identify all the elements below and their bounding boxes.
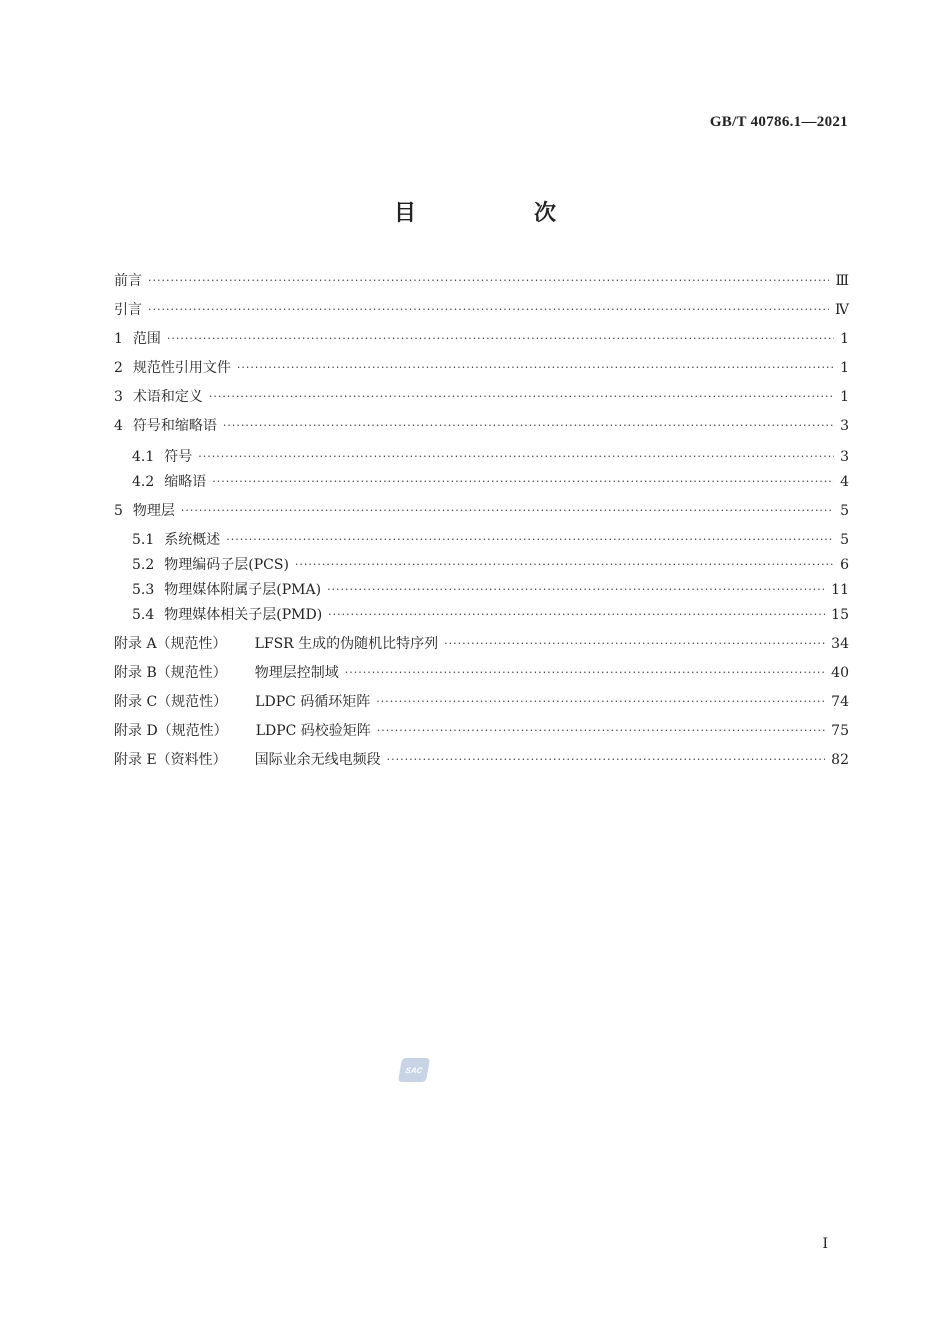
toc-entry-number: 附录 A（规范性） (114, 636, 227, 652)
toc-leader-dots (387, 749, 826, 771)
toc-leader-dots (444, 633, 825, 655)
toc-entry[interactable] (132, 554, 849, 576)
toc-entry[interactable] (114, 357, 849, 379)
toc-entry[interactable] (132, 579, 849, 601)
toc-leader-dots (237, 357, 834, 379)
toc-entry[interactable] (114, 633, 849, 655)
toc-entry[interactable] (132, 471, 849, 493)
toc-entry[interactable] (114, 270, 849, 292)
toc-entry-page: 11 (831, 582, 849, 598)
toc-leader-dots (167, 328, 834, 350)
toc-entry-number: 附录 C（规范性） (114, 694, 228, 710)
toc-entry-number: 5 (114, 503, 123, 519)
toc-leader-dots (376, 691, 825, 713)
toc-entry-page: 82 (831, 752, 849, 768)
page-title: 目 次 (393, 200, 604, 226)
standard-code: GB/T 40786.1—2021 (709, 114, 848, 130)
page-number: Ⅰ (822, 1236, 828, 1252)
toc-entry-label: 缩略语 (164, 474, 207, 490)
toc-leader-dots (212, 471, 834, 493)
toc-entry-label: 范围 (132, 331, 161, 347)
toc-entry-label: 物理层 (132, 503, 175, 519)
toc-entry-number: 5.3 (132, 582, 155, 598)
toc-entry-label: LFSR 生成的伪随机比特序列 (254, 636, 439, 652)
toc-entry[interactable] (114, 662, 849, 684)
toc-leader-dots (327, 579, 825, 601)
toc-entry-page: 15 (831, 607, 849, 623)
toc-entry-label: 术语和定义 (132, 389, 203, 405)
toc-entry-label: 前言 (114, 273, 142, 289)
toc-entry-number: 3 (114, 389, 123, 405)
toc-entry-label: 国际业余无线电频段 (254, 752, 381, 768)
sac-watermark-logo: SAC (398, 1058, 430, 1082)
toc-entry[interactable] (114, 299, 849, 321)
toc-entry-number: 附录 E（资料性） (114, 752, 227, 768)
toc-entry-number: 2 (114, 360, 123, 376)
toc-entry-number: 附录 B（规范性） (114, 665, 227, 681)
toc-leader-dots (226, 529, 834, 551)
toc-entry[interactable] (114, 386, 849, 408)
toc-entry-page: 40 (831, 665, 849, 681)
toc-entry-page: 4 (840, 474, 849, 490)
toc-entry[interactable] (114, 720, 849, 742)
toc-entry-label: 物理编码子层(PCS) (164, 557, 289, 573)
toc-entry-number: 4.2 (132, 474, 155, 490)
toc-entry-page: 1 (840, 360, 849, 376)
toc-entry-label: LDPC 码校验矩阵 (255, 723, 371, 739)
toc-leader-dots (377, 720, 825, 742)
toc-leader-dots (223, 415, 834, 437)
toc-leader-dots (209, 386, 834, 408)
toc-entry-page: 6 (840, 557, 849, 573)
toc-entry-label: 物理层控制域 (254, 665, 339, 681)
toc-entry-page: 5 (840, 503, 849, 519)
toc-entry-number: 4.1 (132, 449, 155, 465)
toc-leader-dots (328, 604, 825, 626)
toc-leader-dots (198, 446, 834, 468)
toc-entry-page: 75 (831, 723, 849, 739)
toc-leader-dots (295, 554, 834, 576)
toc-entry[interactable] (114, 691, 849, 713)
toc-entry-label: 规范性引用文件 (132, 360, 231, 376)
toc-entry-number: 5.1 (132, 532, 155, 548)
toc-entry-label: 物理媒体附属子层(PMA) (164, 582, 322, 598)
toc-leader-dots (345, 662, 825, 684)
toc-entry[interactable] (114, 749, 849, 771)
toc-leader-dots (148, 299, 829, 321)
toc-leader-dots (148, 270, 829, 292)
toc-entry-page: Ⅳ (835, 302, 849, 318)
toc-entry-label: 符号和缩略语 (132, 418, 217, 434)
toc-entry[interactable] (132, 604, 849, 626)
toc-entry-label: 系统概述 (164, 532, 221, 548)
toc-entry-number: 附录 D（规范性） (114, 723, 228, 739)
toc-entry[interactable] (114, 500, 849, 522)
toc-entry-page: 3 (840, 418, 849, 434)
toc-entry-number: 4 (114, 418, 123, 434)
toc-entry-page: 34 (831, 636, 849, 652)
toc-entry-number: 5.2 (132, 557, 155, 573)
toc-entry-page: 74 (831, 694, 849, 710)
toc-entry-label: 符号 (164, 449, 193, 465)
toc-entry[interactable] (114, 328, 849, 350)
toc-entry[interactable] (132, 446, 849, 468)
toc-entry-page: Ⅲ (835, 273, 849, 289)
toc-entry[interactable] (114, 415, 849, 437)
toc-entry-page: 1 (840, 331, 849, 347)
toc-entry-number: 5.4 (132, 607, 155, 623)
toc-entry-number: 1 (114, 331, 123, 347)
toc-entry-label: 物理媒体相关子层(PMD) (164, 607, 323, 623)
toc-leader-dots (181, 500, 834, 522)
toc-entry[interactable] (132, 529, 849, 551)
toc-entry-page: 3 (840, 449, 849, 465)
toc-entry-label: LDPC 码循环矩阵 (255, 694, 371, 710)
toc-entry-page: 5 (840, 532, 849, 548)
toc-entry-page: 1 (840, 389, 849, 405)
toc-entry-label: 引言 (114, 302, 142, 318)
